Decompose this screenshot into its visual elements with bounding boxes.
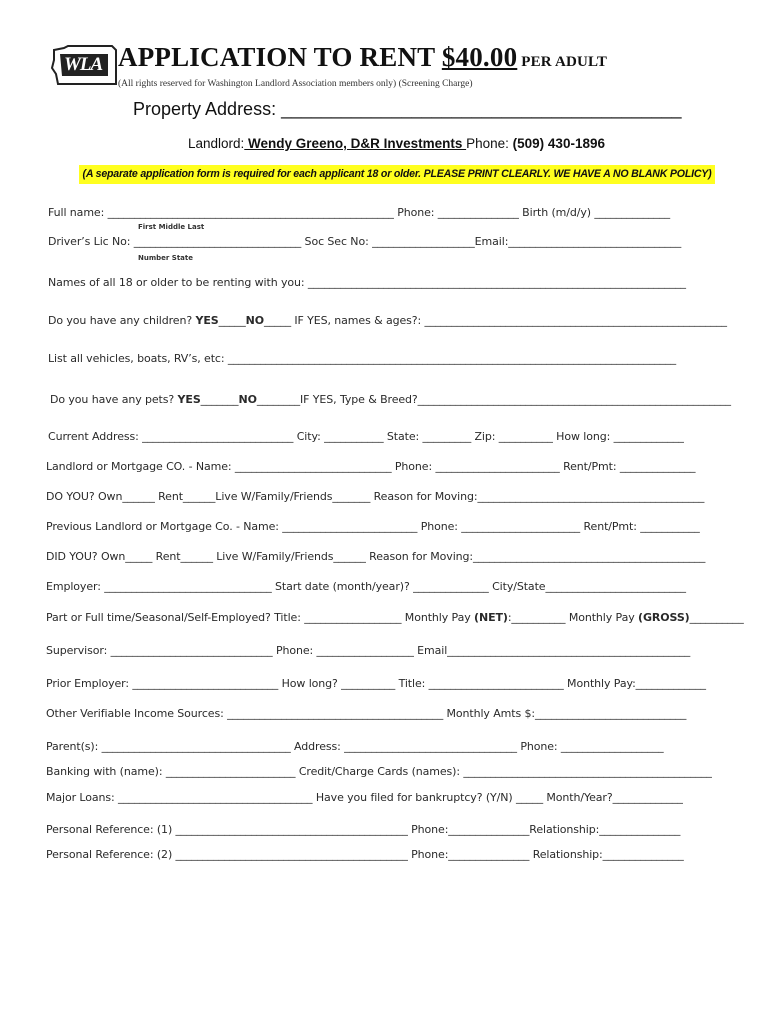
employer-line[interactable]: Employer: _______________________________ Start date (month/year)? ______________ City/State__________________________	[46, 580, 686, 593]
full-name-hint: First Middle Last	[138, 223, 205, 231]
landlord-phone: (509) 430-1896	[512, 136, 605, 151]
title-amount: $40.00	[441, 42, 518, 72]
supervisor-line[interactable]: Supervisor: ______________________________ Phone: __________________ Email_____________________________________________	[46, 644, 691, 657]
other-income-line[interactable]: Other Verifiable Income Sources: ________________________________________ Monthly Amts $:____________________________	[46, 707, 687, 720]
full-name-line[interactable]: Full name: _____________________________________________________ Phone: _______________ Birth (m/d/y) ______________	[48, 206, 670, 219]
children-yes-blank[interactable]: _____	[218, 314, 246, 327]
pets-question: Do you have any pets?	[50, 393, 178, 406]
gross-blank[interactable]: __________	[689, 611, 744, 624]
pets-no: NO	[238, 393, 257, 406]
wla-logo	[50, 44, 120, 88]
prior-employer-line[interactable]: Prior Employer: ___________________________ How long? __________ Title: _________________________ Monthly Pay:_____________	[46, 677, 706, 690]
previous-landlord-line[interactable]: Previous Landlord or Mortgage Co. - Name: _________________________ Phone: ______________________ Rent/Pmt: ___________	[46, 520, 700, 533]
personal-reference-1-line[interactable]: Personal Reference: (1) ___________________________________________ Phone:_______________Relationship:_______________	[46, 823, 681, 836]
children-no: NO	[245, 314, 264, 327]
net-label: (NET)	[474, 611, 508, 624]
did-you-own-rent-line[interactable]: DID YOU? Own_____ Rent______ Live W/Family/Friends______ Reason for Moving:___________________________________________	[46, 550, 706, 563]
children-line[interactable]	[48, 314, 727, 327]
landlord-name: Wendy Greeno, D&R Investments	[244, 136, 467, 151]
pets-line[interactable]	[50, 393, 731, 406]
logo-text: WLA	[64, 54, 103, 75]
landlord-label: Landlord:	[188, 136, 245, 151]
personal-reference-2-line[interactable]: Personal Reference: (2) ___________________________________________ Phone:_______________ Relationship:_______________	[46, 848, 684, 861]
landlord-mortgage-line[interactable]: Landlord or Mortgage CO. - Name: _____________________________ Phone: _______________________ Rent/Pmt: ______________	[46, 460, 696, 473]
drivers-license-line[interactable]: Driver’s Lic No: _______________________________ Soc Sec No: ___________________Email:________________________________	[48, 235, 682, 248]
children-question: Do you have any children?	[48, 314, 196, 327]
pets-yes-blank[interactable]: _______	[200, 393, 239, 406]
do-you-own-rent-line[interactable]: DO YOU? Own______ Rent______Live W/Family/Friends_______ Reason for Moving:__________________________________________	[46, 490, 705, 503]
employment-title: Part or Full time/Seasonal/Self-Employed? Title: __________________ Monthly Pay	[46, 611, 475, 624]
title-per-adult: PER ADULT	[517, 54, 608, 70]
property-address-field[interactable]: Property Address: ________________________________________	[133, 99, 682, 119]
pets-details[interactable]: ________IF YES, Type & Breed?__________________________________________________________	[256, 393, 731, 406]
adult-occupants-line[interactable]: Names of all 18 or older to be renting with you: ______________________________________________________________________	[48, 276, 686, 289]
page-title	[118, 42, 607, 73]
landlord-info	[188, 136, 605, 151]
landlord-phone-label: Phone:	[466, 136, 513, 151]
employment-type-line[interactable]	[46, 611, 744, 624]
current-address-line[interactable]: Current Address: ____________________________ City: ___________ State: _________ Zip: __________ How long: _____________	[48, 430, 684, 443]
parents-line[interactable]: Parent(s): ___________________________________ Address: ________________________________ Phone: ___________________	[46, 740, 664, 753]
major-loans-line[interactable]: Major Loans: ____________________________________ Have you filed for bankruptcy? (Y/N) _____ Month/Year?_____________	[46, 791, 683, 804]
children-yes: YES	[195, 314, 219, 327]
notice-banner: (A separate application form is required for each applicant 18 or older. PLEASE PRINT CLEARLY. WE HAVE A NO BLANK POLICY)	[79, 165, 715, 184]
banking-line[interactable]: Banking with (name): ________________________ Credit/Charge Cards (names): ______________________________________________	[46, 765, 712, 778]
rights-note: (All rights reserved for Washington Landlord Association members only) (Screening Charge)	[118, 79, 473, 89]
title-main: APPLICATION TO RENT	[118, 42, 442, 72]
gross-label: (GROSS)	[638, 611, 690, 624]
vehicles-line[interactable]: List all vehicles, boats, RV’s, etc: ___________________________________________________________________________________	[48, 352, 677, 365]
children-details[interactable]: _____ IF YES, names & ages?: ________________________________________________________	[263, 314, 727, 327]
drivers-license-hint: Number State	[138, 254, 193, 262]
net-blank[interactable]: :__________ Monthly Pay	[507, 611, 639, 624]
pets-yes: YES	[177, 393, 201, 406]
